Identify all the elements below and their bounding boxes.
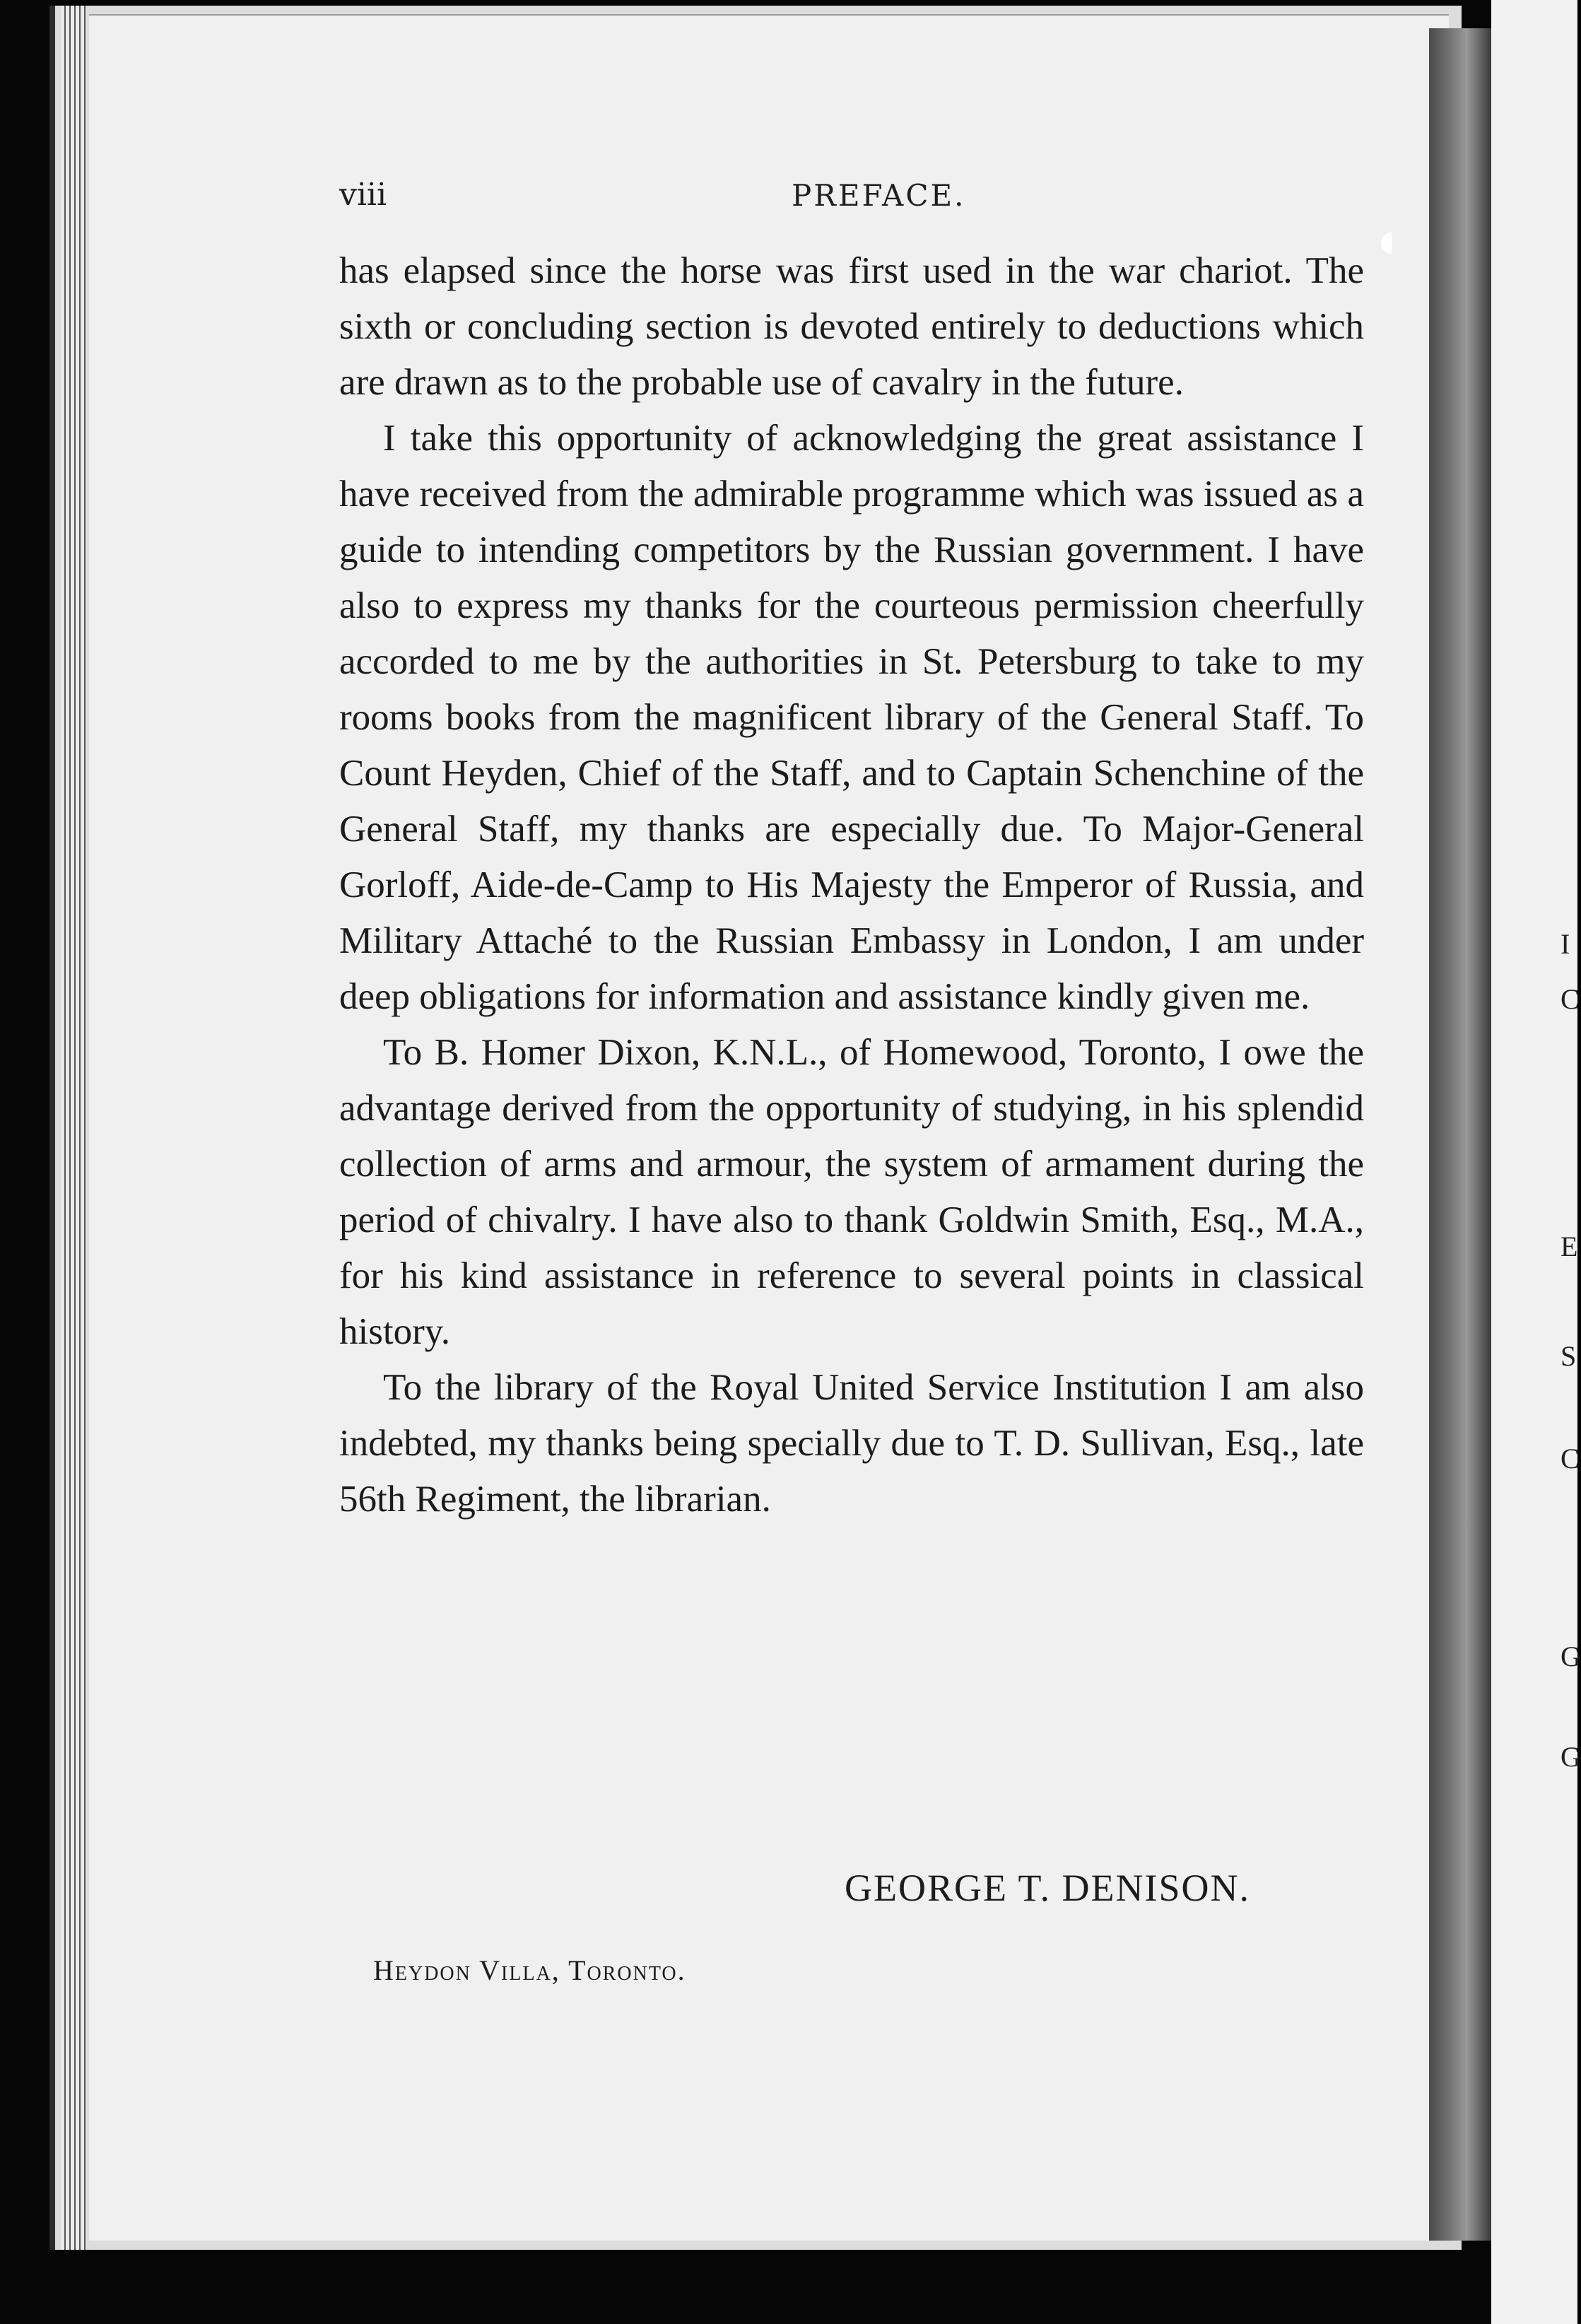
facing-page-edge [1491, 0, 1581, 2324]
facing-page-letter: S [1561, 1340, 1577, 1372]
facing-page-letter: C [1561, 983, 1580, 1015]
facing-page-letter: G [1561, 1641, 1581, 1672]
paragraph: I take this opportunity of acknowledging the great assistance I have received from the admirable programme which was issued as a guide to intending competitors by the Russian government. I have also to express my thanks for the courteous permission cheerfully accorded to me by the authorities in St. Petersburg to take to my rooms books from the magnificent library of the General Staff. To Count Heyden, Chief of the Staff, and to Captain Schenchine of the General Staff, my thanks are especially due. To Major-General Gorloff, Aide-de-Camp to His Majesty the Emperor of Russia, and Military Attaché to the Russian Embassy in London, I am under deep obligations for information and assistance kindly given me. [339, 418, 1364, 1017]
place-line: Heydon Villa, Toronto. [373, 1954, 686, 1986]
facing-page-letter: E [1561, 1231, 1578, 1262]
facing-page-letter: C [1561, 1443, 1580, 1474]
scan-speck: ◖ [1380, 225, 1395, 257]
page-number: viii [339, 177, 387, 213]
page-header [339, 177, 1399, 226]
paragraph: To the library of the Royal United Service Institution I am also indebted, my thanks being specially due to T. D. Sullivan, Esq., late 56th Regiment, the librarian. [339, 1367, 1364, 1520]
paragraph: To B. Homer Dixon, K.N.L., of Homewood, Toronto, I owe the advantage derived from the opportunity of studying, in his splendid collection of arms and armour, the system of armament during the period of chivalry. I have also to thank Goldwin Smith, Esq., M.A., for his kind assistance in reference to several points in classical history. [339, 1032, 1364, 1352]
facing-page-letter: G [1561, 1741, 1581, 1773]
paragraph: has elapsed since the horse was first used in the war chariot. The sixth or concluding section is devoted entirely to deductions which are drawn as to the probable use of cavalry in the future. [339, 250, 1364, 403]
facing-page-letter: I [1561, 928, 1570, 960]
running-head: PREFACE. [792, 178, 966, 213]
book-spine [1429, 28, 1491, 2241]
preface-body [339, 243, 1364, 1527]
author-signature: GEORGE T. DENISON. [845, 1867, 1250, 1909]
